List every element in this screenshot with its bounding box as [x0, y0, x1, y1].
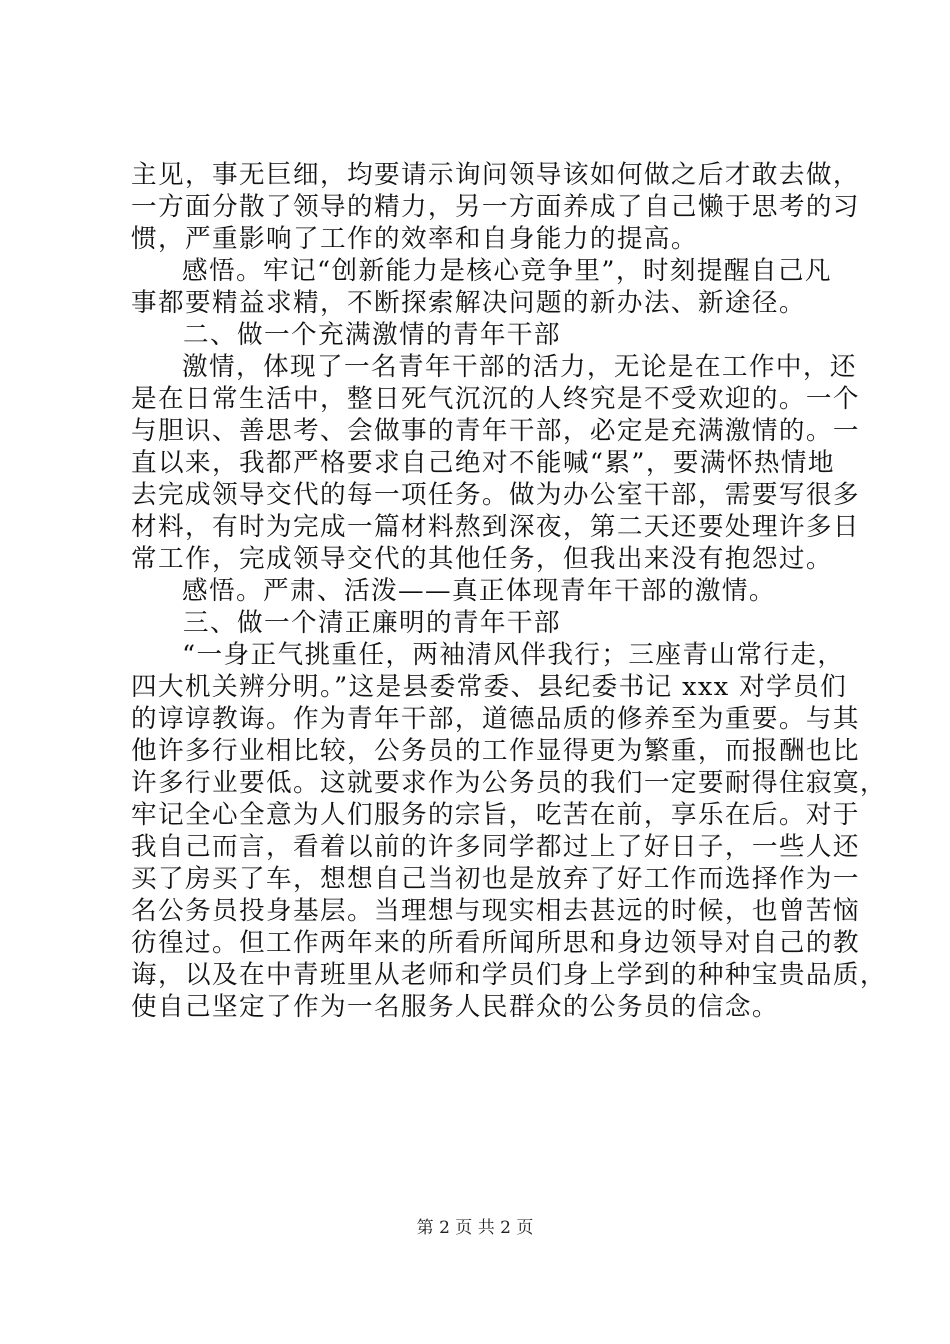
text-line: 四大机关辨分明。”这是县委常委、县纪委书记 xxx 对学员们 [131, 672, 848, 702]
text-line: 主见，事无巨细，均要请示询问领导该如何做之后才敢去做， [131, 160, 860, 190]
text-line: 牢记全心全意为人们服务的宗旨，吃苦在前，享乐在后。对于 [131, 800, 860, 830]
text-line: 我自己而言，看着以前的许多同学都过上了好日子，一些人还 [131, 832, 860, 862]
text-line: 事都要精益求精，不断探索解决问题的新办法、新途径。 [131, 288, 806, 318]
text-line: 感悟。严肃、活泼——真正体现青年干部的激情。 [182, 576, 776, 606]
text-line: 他许多行业相比较，公务员的工作显得更为繁重，而报酬也比 [131, 736, 860, 766]
text-line: 激情，体现了一名青年干部的活力，无论是在工作中，还 [182, 352, 857, 382]
text-line: 感悟。牢记“创新能力是核心竞争里”，时刻提醒自己凡 [182, 256, 832, 286]
section-heading: 二、做一个充满激情的青年干部 [183, 320, 561, 350]
text-line: 买了房买了车，想想自己当初也是放弃了好工作而选择作为一 [131, 864, 860, 894]
text-line: 名公务员投身基层。当理想与现实相去甚远的时候，也曾苦恼 [131, 896, 860, 926]
document-body [131, 159, 887, 1023]
text-line: 许多行业要低。这就要求作为公务员的我们一定要耐得住寂寞， [131, 768, 887, 798]
text-line: 诲，以及在中青班里从老师和学员们身上学到的种种宝贵品质， [131, 960, 887, 990]
text-line: 惯，严重影响了工作的效率和自身能力的提高。 [131, 224, 698, 254]
text-line: 一方面分散了领导的精力，另一方面养成了自己懒于思考的习 [131, 192, 860, 222]
text-line: 使自己坚定了作为一名服务人民群众的公务员的信念。 [131, 992, 779, 1022]
text-line: 彷徨过。但工作两年来的所看所闻所思和身边领导对自己的教 [131, 928, 860, 958]
text-line: 与胆识、善思考、会做事的青年干部，必定是充满激情的。一 [131, 416, 860, 446]
text-line: 是在日常生活中，整日死气沉沉的人终究是不受欢迎的。一个 [131, 384, 860, 414]
text-line: 去完成领导交代的每一项任务。做为办公室干部，需要写很多 [131, 480, 860, 510]
section-heading: 三、做一个清正廉明的青年干部 [183, 608, 561, 638]
text-line: 常工作，完成领导交代的其他任务，但我出来没有抱怨过。 [131, 544, 833, 574]
text-line: 材料，有时为完成一篇材料熬到深夜，第二天还要处理许多日 [131, 512, 860, 542]
page-footer: 第 2 页 共 2 页 [416, 1218, 534, 1238]
text-line: 的谆谆教诲。作为青年干部，道德品质的修养至为重要。与其 [131, 704, 860, 734]
text-line: “一身正气挑重任，两袖清风伴我行；三座青山常行走， [182, 640, 845, 670]
text-line: 直以来，我都严格要求自己绝对不能喊“累”，要满怀热情地 [131, 448, 835, 478]
